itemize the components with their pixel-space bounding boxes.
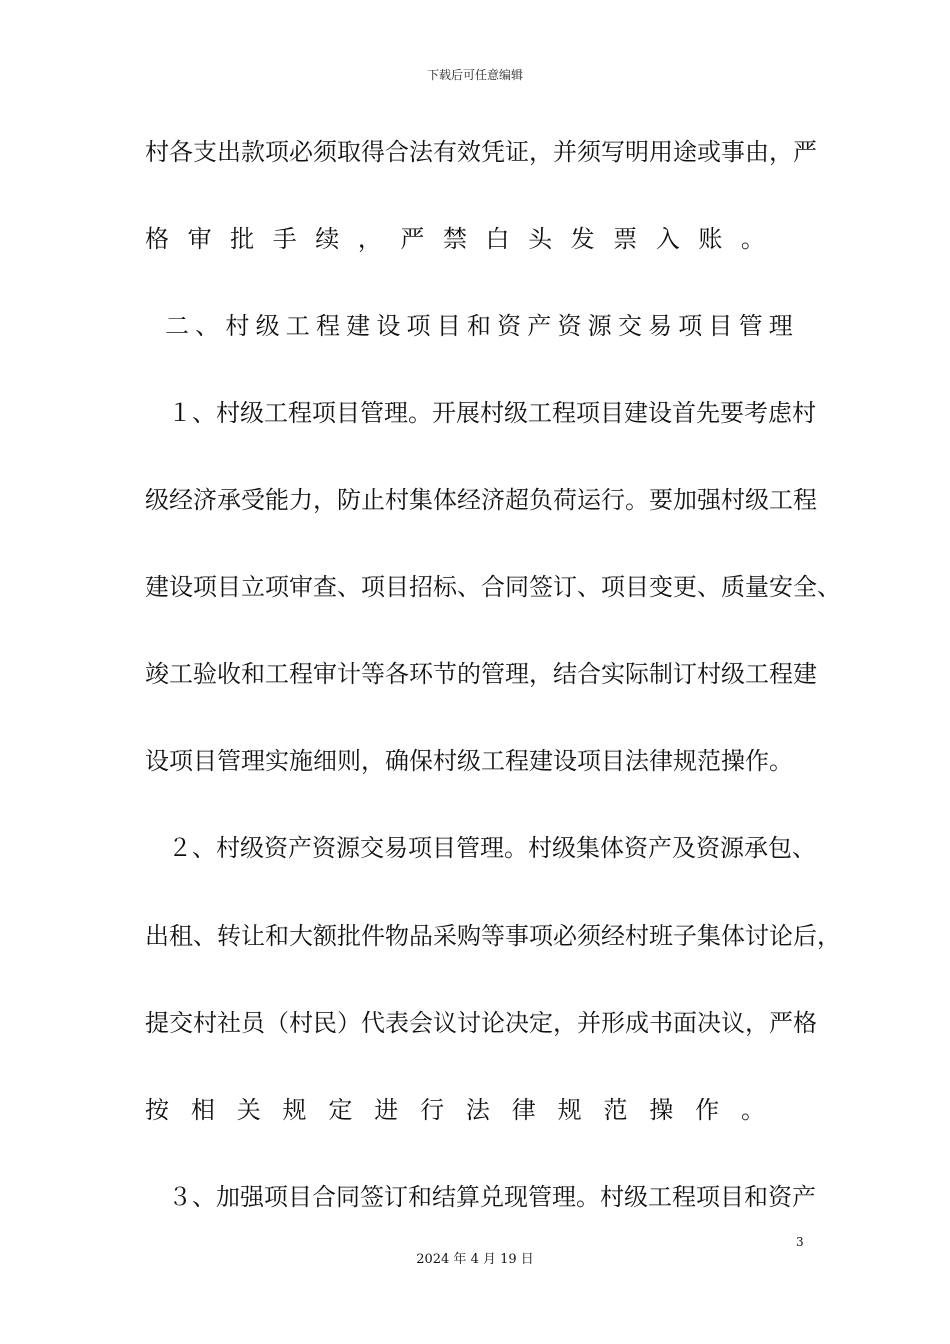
body-line-2	[145, 223, 765, 255]
glyph: 项	[406, 312, 431, 340]
glyph: 白	[485, 225, 510, 253]
glyph: 票	[613, 225, 638, 253]
glyph: 程	[315, 312, 340, 340]
glyph: 按	[145, 1096, 169, 1124]
glyph: 二	[165, 312, 189, 340]
body-line-13: ３、加强项目合同签订和结算兑现管理。村级工程项目和资产	[168, 1183, 816, 1211]
glyph: 账	[698, 225, 723, 253]
glyph: 级	[255, 312, 280, 340]
glyph: 。	[740, 225, 765, 253]
glyph: 建	[346, 312, 371, 340]
glyph: 规	[557, 1096, 582, 1124]
glyph: 格	[145, 225, 169, 253]
glyph: 发	[570, 225, 595, 253]
glyph: 律	[511, 1096, 536, 1124]
footer-date: 2024 年 4 月 19 日	[416, 1252, 534, 1267]
glyph: 严	[400, 225, 425, 253]
glyph: 理	[768, 312, 793, 340]
page-number: 3	[796, 1235, 804, 1249]
glyph: 定	[328, 1096, 353, 1124]
body-line-1: 村各支出款项必须取得合法有效凭证，并须写明用途或事由，严	[145, 138, 817, 166]
body-line-8: 设项目管理实施细则，确保村级工程建设项目法律规范操作。	[145, 747, 793, 775]
glyph: 资	[497, 312, 522, 340]
glyph: 产	[527, 312, 552, 340]
glyph: 管	[738, 312, 763, 340]
glyph: 、	[195, 312, 220, 340]
glyph: 交	[617, 312, 642, 340]
glyph: 头	[528, 225, 553, 253]
glyph: 手	[272, 225, 297, 253]
page-header: 下载后可任意编辑	[426, 68, 523, 82]
glyph: 审	[187, 225, 212, 253]
glyph: 入	[655, 225, 680, 253]
glyph: 目	[436, 312, 461, 340]
body-line-11: 提交村社员（村民）代表会议讨论决定，并形成书面决议，严格	[145, 1009, 817, 1037]
glyph: 批	[230, 225, 255, 253]
body-line-6: 建设项目立项审查、项目招标、合同签订、项目变更、质量安全、	[145, 573, 841, 601]
glyph: 续	[315, 225, 340, 253]
body-line-7: 竣工验收和工程审计等各环节的管理，结合实际制订村级工程建	[145, 660, 817, 688]
glyph: 关	[236, 1096, 261, 1124]
body-line-5: 级经济承受能力，防止村集体经济超负荷运行。要加强村级工程	[145, 486, 817, 514]
glyph: 项	[678, 312, 703, 340]
body-line-4: １、村级工程项目管理。开展村级工程项目建设首先要考虑村	[168, 399, 816, 427]
section-heading	[165, 310, 793, 342]
glyph: 源	[587, 312, 612, 340]
glyph: 资	[557, 312, 582, 340]
glyph: 相	[190, 1096, 215, 1124]
glyph: 行	[420, 1096, 445, 1124]
glyph: 范	[603, 1096, 628, 1124]
glyph: 规	[282, 1096, 307, 1124]
glyph: 操	[649, 1096, 674, 1124]
body-line-10: 出租、转让和大额批件物品采购等事项必须经村班子集体讨论后，	[145, 922, 841, 950]
glyph: 。	[740, 1096, 765, 1124]
glyph: 禁	[442, 225, 467, 253]
glyph: ，	[357, 225, 382, 253]
glyph: 和	[466, 312, 491, 340]
glyph: 设	[376, 312, 401, 340]
glyph: 工	[285, 312, 310, 340]
glyph: 目	[708, 312, 733, 340]
glyph: 法	[465, 1096, 490, 1124]
body-line-12	[145, 1094, 765, 1126]
glyph: 易	[648, 312, 672, 340]
glyph: 作	[695, 1096, 720, 1124]
glyph: 进	[374, 1096, 399, 1124]
body-line-9: ２、村级资产资源交易项目管理。村级集体资产及资源承包、	[168, 834, 816, 862]
glyph: 村	[225, 312, 250, 340]
